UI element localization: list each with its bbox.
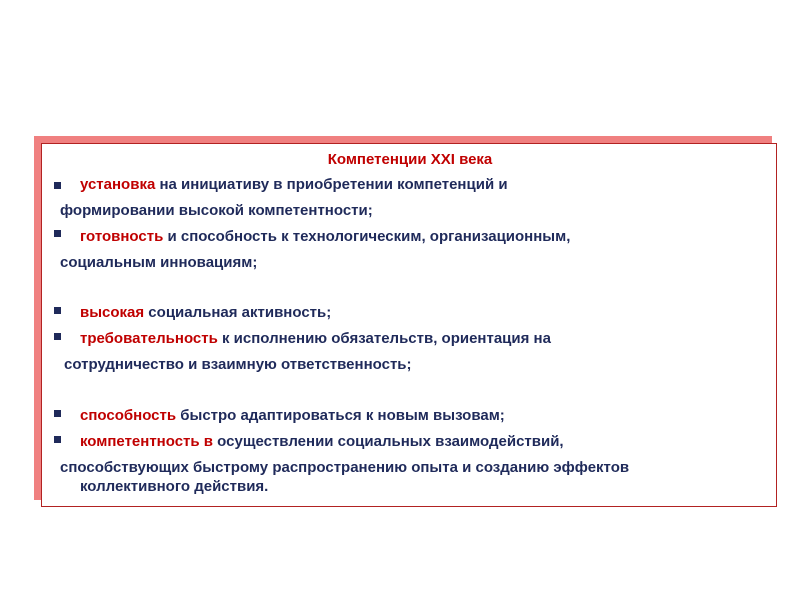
item-keyword: способность — [80, 407, 177, 424]
bullet-square-icon — [54, 182, 61, 189]
item-text: осуществлении социальных взаимодействий, — [213, 433, 564, 450]
list-item — [80, 228, 570, 246]
item-keyword: готовность — [80, 228, 164, 245]
item-keyword: компетентность в — [80, 433, 213, 450]
item-keyword: требовательность — [80, 330, 218, 347]
item-keyword: высокая — [80, 304, 145, 321]
item-text: на инициативу в приобретении компетенций и — [155, 176, 508, 193]
item-text: социальная активность; — [144, 304, 332, 321]
bullet-square-icon — [54, 436, 61, 443]
list-item-continuation: сотрудничество и взаимную ответственность; — [64, 356, 412, 373]
slide-title: Компетенции XXI века — [327, 151, 493, 168]
bullet-square-icon — [54, 307, 61, 314]
list-item-continuation: коллективного действия. — [80, 478, 269, 495]
list-item-continuation: социальным инновациям; — [60, 254, 258, 271]
bullet-square-icon — [54, 230, 61, 237]
item-text: быстро адаптироваться к новым вызовам; — [176, 407, 505, 424]
bullet-square-icon — [54, 410, 61, 417]
list-item-continuation: формировании высокой компетентности; — [60, 202, 373, 219]
item-text: и способность к технологическим, организационным, — [163, 228, 571, 245]
list-item-continuation: способствующих быстрому распространению опыта и созданию эффектов — [60, 459, 630, 476]
list-item — [80, 433, 564, 451]
list-item — [80, 304, 331, 322]
list-item — [80, 330, 551, 348]
list-item — [80, 176, 508, 194]
list-item — [80, 407, 505, 425]
item-text: к исполнению обязательств, ориентация на — [217, 330, 551, 347]
bullet-square-icon — [54, 333, 61, 340]
content-card — [41, 143, 777, 507]
item-keyword: установка — [80, 176, 156, 193]
